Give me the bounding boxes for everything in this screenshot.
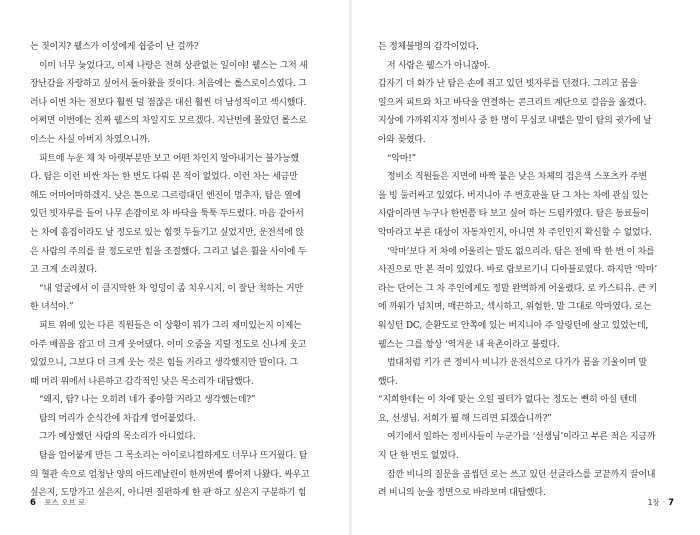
text-line: 탐의 머리가 순식간에 차갑게 얼어붙었다. [39,413,196,424]
text-line: ‘악마’보다 저 차에 어울리는 말도 없으리라. 탐은 전에 딱 한 번 이 차를 [387,246,655,257]
text-line: 요, 선생님. 저희가 뭘 해 드리면 되겠습니까?” [378,413,552,424]
text-line: 때 머리 위에서 나른하고 감각적인 낮은 목소리가 대답했다. [30,376,254,387]
text-line: 려 비니의 눈을 정면으로 바라보며 대답했다. [378,488,546,499]
right-page-folio: 1장 · 7 [647,498,674,508]
text-line: 그가 예상했던 사람의 목소리가 아니었다. [39,432,196,443]
text-line: 워싱턴 DC, 순환도로 안쪽에 있는 버지니아 주 알링턴에 살고 있었는데, [378,320,649,331]
right-page [378,38,678,503]
text-line: “악마!” [387,153,417,164]
text-line: 갑자기 더 화가 난 탐은 손에 쥐고 있던 빗자루를 던졌다. 그리고 몸을 [378,79,638,90]
text-line: “지희한테는 이 차에 맞는 오일 필터가 없다는 정도는 뻔히 아실 텐데 [378,395,637,406]
text-line: 법대처럼 키가 큰 정비사 비니가 운전석으로 다가가 몸을 기울이며 말 [387,358,647,369]
text-line: “왜지, 탐? 나는 오히려 네가 좋아할 거라고 생각했는데?” [39,395,256,406]
text-line: 이미 너무 늦었다고, 이제 나랑은 전혀 상관없는 일이야! 웰스는 그저 새 [39,60,308,71]
text-line: 저 사람은 웰스가 아니잖아. [387,60,491,71]
text-line: 고 크게 소리쳤다. [30,265,97,276]
text-line: 정비소 직원들은 지면에 바짝 붙은 낮은 차체의 검은색 스포츠카 주변 [387,172,647,183]
text-line: 잠깐 비니의 질문을 곰씹던 로는 쓰고 있던 선글라스를 코끝까지 끌어내 [387,469,656,480]
text-line: 은 사람의 주의를 끌 정도로만 힘을 조절했다. 그리고 넓은 휠을 사이에 두 [30,246,307,257]
text-line: 해도 어마어마하겠지. 낮은 톤으로 그르렁대던 엔진이 멈추자, 탐은 옆에 [30,190,301,201]
text-line: 여기에서 일하는 정비사들이 누군가를 ‘선생님’이라고 부른 적은 지금까 [387,432,656,443]
text-line: 든 정체불명의 감각이었다. [378,42,479,52]
left-page-folio: 6 · 포스 오브 로 [30,498,86,508]
text-line: 라는 단어는 그 차 주인에게도 정말 완벽하게 어울렸다. 로 카스티유. 큰 키 [378,283,657,294]
text-line: 있던 빗자루를 들어 나무 손잡이로 차 바닥을 툭툭 두드렸다. 마음 같아서 [30,209,304,220]
text-line: 는 차에 흠집이라도 날 정도로 있는 힘껏 두들기고 싶었지만, 운전석에 앉 [30,227,304,238]
text-line: “내 얼굴에서 이 큼지막한 차 엉덩이 좀 치우시지, 이 잘난 척하는 거만 [39,283,303,294]
text-line: 피트에 누운 채 차 아랫부분만 보고 어떤 차인지 알아내기는 불가능했 [39,153,299,164]
right-page-number: 7 [668,498,674,508]
running-book-title: 포스 오브 로 [44,498,86,507]
left-page-number: 6 [30,498,36,508]
text-line: 이스는 사실 아버지 차였으니까. [30,134,151,145]
text-line: 다. 탐은 이런 비싼 차는 한 번도 다뤄 본 적이 없었다. 이런 차는 세금만 [30,172,298,183]
text-line: 아와 꽂혔다. [378,134,426,145]
text-line: 러나 이번 차는 전보다 훨씬 덜 점잖은 대신 훨씬 더 남성적이고 섹시했다. [30,97,307,108]
text-line: 아주 배꼽을 잡고 더 크게 웃어댔다. 이미 오줌을 지릴 정도로 신나게 웃고 [30,339,307,350]
text-line: 싶은지, 도망가고 싶은지, 아니면 질펀하게 한 판 하고 싶은지 구분하기 힘 [30,488,307,499]
text-line: 사람이라면 누구나 한번쯤 타 보고 싶어 하는 드림카였다. 탐은 동료들이 [378,209,649,220]
text-line: 일으켜 피트와 차고 바닥을 연결하는 콘크리트 계단으로 걸음을 옮겼다. [378,97,647,108]
text-line: 어쩌면 이번에는 진짜 웰스의 차일지도 모르겠다. 지난번에 몰았던 롤스로 [30,116,307,127]
text-line: 피트 위에 있는 다른 직원들은 이 상황이 뭐가 그리 재미있는지 이제는 [39,320,302,331]
text-line: 지상에 가까워지자 정비사 중 한 명이 무심코 내뱉은 말이 탐의 귓가에 날 [378,116,652,127]
text-line: 는 짓이지? 웰스가 이성에게 쉽중이 난 걸까? [30,42,199,52]
text-line: 을 빙 둘러싸고 있었다. 버지니아 주 번호판을 단 그 차는 차에 관심 있는 [378,190,649,201]
running-chapter-title: 1장 [647,498,660,507]
text-line: 사진으로 만 본 적이 있었다. 바로 람보르기니 디아블로였다. 하지만 ‘악마’ [378,265,657,276]
text-line: 탐을 얼어붙게 만든 그 목소리는 아이로니컬하게도 너무나 뜨거웠다. 탐 [39,451,308,462]
text-line: 지 단 한 번도 없었다. [378,451,459,462]
text-line: 악마라고 부른 대상이 자동차인지, 아니면 차 주인인지 확신할 수 없었다. [378,227,652,238]
text-line: 장난감을 자랑하고 싶어서 돌아왔을 것이다. 처음에는 롤스로이스였다. 그 [30,79,307,90]
text-line: 한 녀석아.” [30,302,74,313]
left-page [30,38,336,503]
text-line: 있었으니, 그보다 더 크게 웃는 것은 힘들 거라고 생각했지만 말이다. 그 [30,358,298,369]
text-line: 의 혈관 속으로 엄청난 양의 아드레날린이 한꺼번에 뿜어져 나왔다. 싸우고 [30,469,310,480]
text-line: 웰스는 그를 항상 ‘역겨운 내 육촌이라고 불렀다. [378,339,560,350]
book-gutter [349,0,352,535]
text-line: 했다. [378,376,398,387]
text-line: 에 까워가 넘치며, 매끈하고, 섹시하고, 위험한. 말 그대로 악마였다. 로는 [378,302,652,313]
